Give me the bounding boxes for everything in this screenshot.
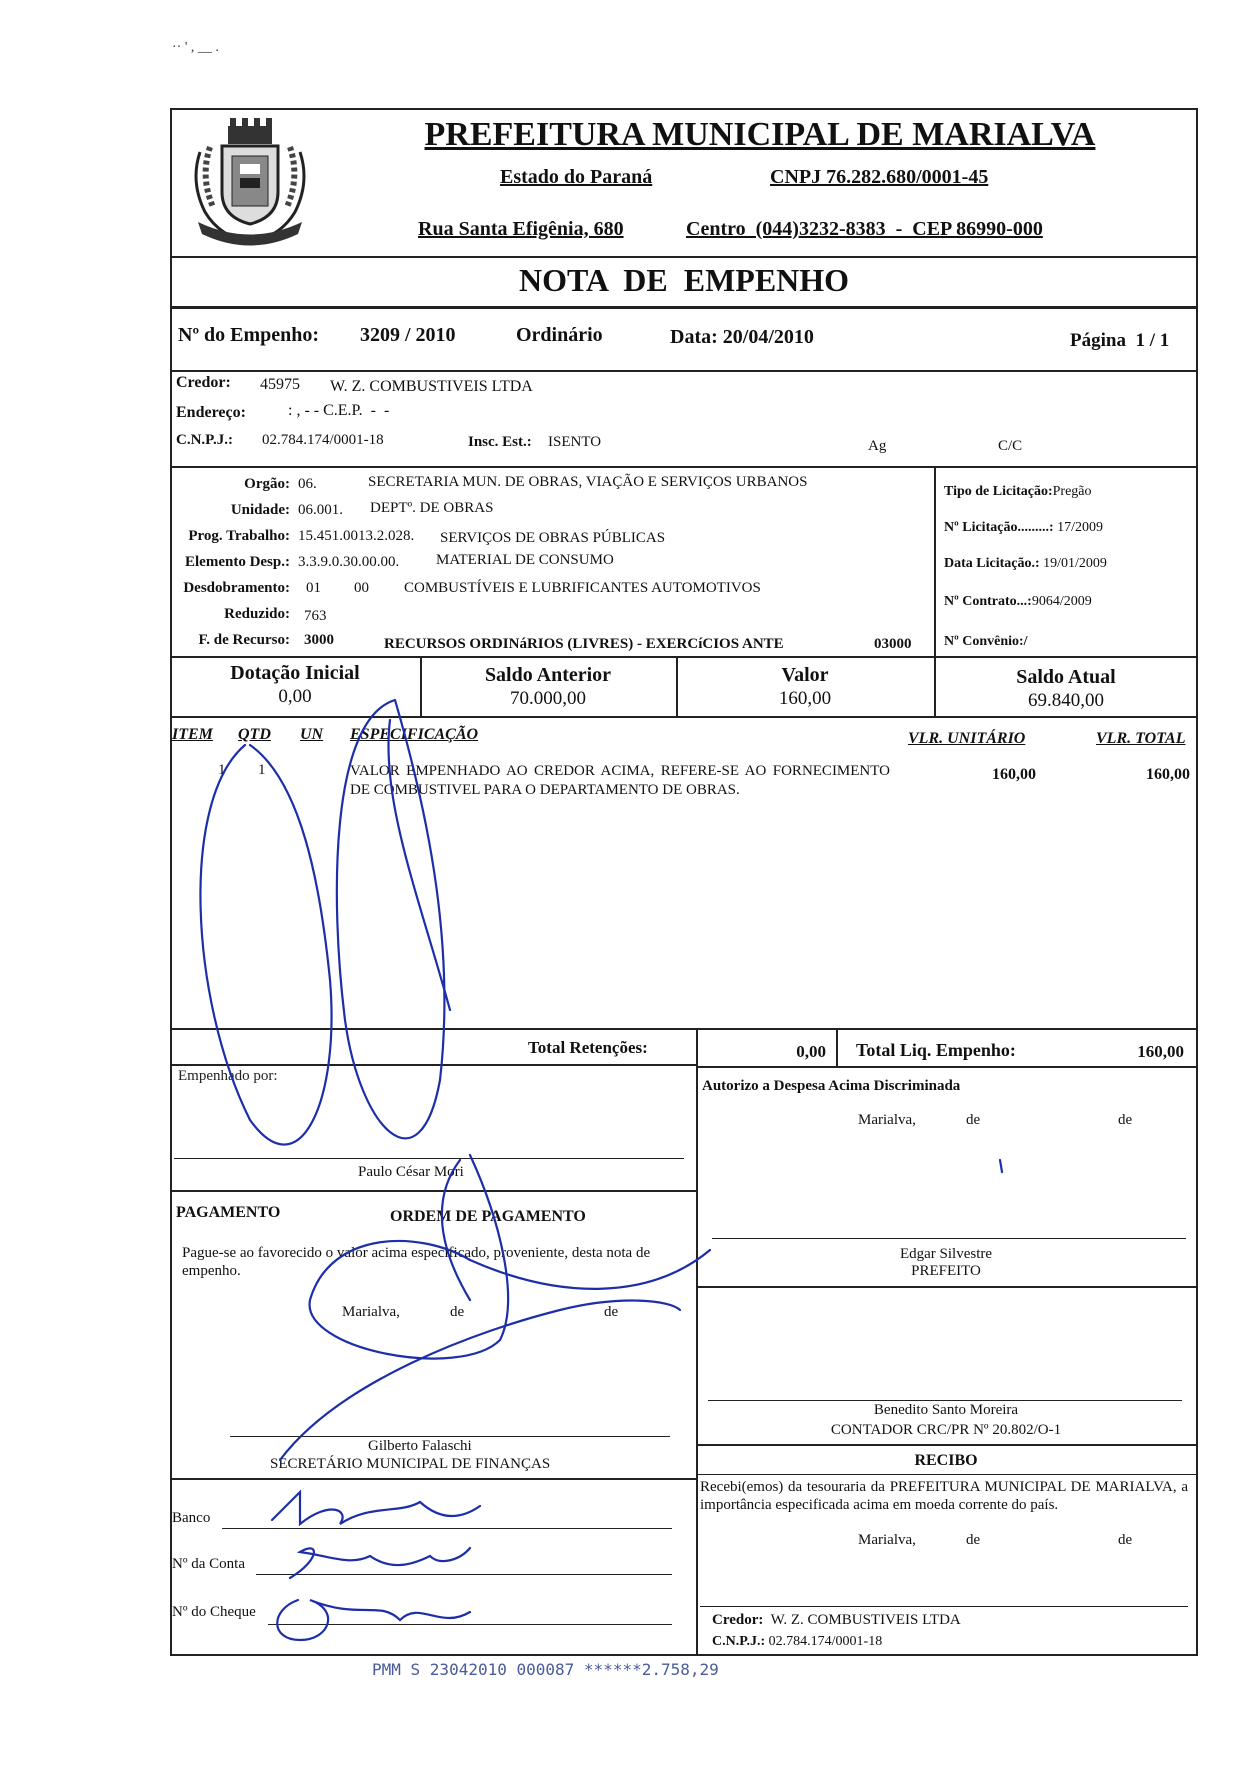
saldo-atual-label: Saldo Atual [1016, 666, 1116, 688]
prog-name: SERVIÇOS DE OBRAS PÚBLICAS [440, 530, 666, 546]
saldo-atual-value: 69.840,00 [1028, 690, 1104, 711]
elemento-label: Elemento Desp.: [185, 554, 290, 570]
elemento-name: MATERIAL DE CONSUMO [436, 552, 614, 568]
contador-role: CONTADOR CRC/PR Nº 20.802/O-1 [830, 1422, 1062, 1438]
signature-line [708, 1400, 1182, 1401]
divider [170, 466, 1198, 468]
document-title: NOTA DE EMPENHO [518, 262, 850, 298]
recurso-label: F. de Recurso: [198, 632, 290, 648]
vlr-total-header: VLR. TOTAL [1096, 730, 1186, 747]
reduzido-value: 763 [304, 608, 327, 624]
cnpj-value: 02.784.174/0001-18 [262, 432, 384, 448]
divider [696, 1286, 1198, 1288]
item-vlr-total: 160,00 [1146, 766, 1190, 783]
divider [696, 1474, 1198, 1475]
prog-label: Prog. Trabalho: [188, 528, 290, 544]
reduzido-label: Reduzido: [224, 606, 290, 622]
divider [170, 1028, 1198, 1030]
recurso-code: 3000 [304, 632, 334, 648]
page-number: Página 1 / 1 [1070, 330, 1170, 351]
unidade-name: DEPTº. DE OBRAS [370, 500, 494, 516]
vlr-unitario-header: VLR. UNITÁRIO [908, 730, 1026, 747]
saldo-anterior-value: 70.000,00 [510, 688, 586, 709]
recibo-cnpj: C.N.P.J.: 02.784.174/0001-18 [712, 1634, 883, 1649]
cnpj-label: C.N.P.J.: [176, 432, 233, 448]
cc-label: C/C [998, 438, 1023, 454]
insc-value: ISENTO [548, 434, 602, 450]
ag-label: Ag [868, 438, 887, 454]
recibo-de-2: de [1118, 1532, 1133, 1548]
contador-name: Benedito Santo Moreira [873, 1402, 1019, 1418]
desdobramento-label: Desdobramento: [183, 580, 290, 596]
item-vlr-unitario: 160,00 [992, 766, 1036, 783]
autorizo-signer-role: PREFEITO [911, 1263, 981, 1279]
divider [170, 656, 1198, 658]
empenho-number-label: Nº do Empenho: [178, 324, 320, 346]
unidade-label: Unidade: [230, 502, 290, 518]
signature-line [700, 1606, 1188, 1607]
autorizo-signer-name: Edgar Silvestre [899, 1246, 993, 1262]
address-value: : , - - C.E.P. - - [288, 402, 390, 419]
pagamento-de-1: de [450, 1304, 465, 1320]
state-label: Estado do Paraná [500, 166, 653, 188]
empenho-number: 3209 / 2010 [360, 324, 456, 346]
desdobramento-code-1: 01 [306, 580, 321, 596]
banco-line [222, 1528, 672, 1529]
divider [170, 370, 1198, 372]
pagamento-de-2: de [604, 1304, 619, 1320]
insc-label: Insc. Est.: [468, 434, 532, 450]
orgao-name: SECRETARIA MUN. DE OBRAS, VIAÇÃO E SERVIÇOS URBANOS [368, 474, 808, 490]
recurso-code-2: 03000 [874, 636, 912, 652]
saldo-anterior-label: Saldo Anterior [484, 664, 612, 686]
divider [696, 1066, 698, 1656]
divider [696, 1028, 698, 1066]
pagamento-text: Pague-se ao favorecido o valor acima especificado, proveniente, desta nota de empenho. [182, 1245, 651, 1279]
page-title: PREFEITURA MUNICIPAL DE MARIALVA [424, 116, 1096, 153]
pagamento-signer-role: SECRETÁRIO MUNICIPAL DE FINANÇAS [270, 1456, 551, 1472]
divider [170, 306, 1198, 309]
dotacao-value: 0,00 [278, 686, 312, 707]
convenio-label: Nº Convênio:/ [944, 634, 1028, 649]
recibo-place: Marialva, [858, 1532, 916, 1548]
empenhado-signer: Paulo César Mori [358, 1164, 464, 1180]
divider [170, 256, 1198, 258]
autorizo-place: Marialva, [858, 1112, 916, 1128]
conta-line [256, 1574, 672, 1575]
cheque-line [268, 1624, 672, 1625]
recurso-name: RECURSOS ORDINáRIOS (LIVRES) - EXERCíCIOS ANTE [384, 636, 784, 652]
credor-code: 45975 [260, 376, 300, 393]
empenhado-label: Empenhado por: [178, 1068, 278, 1084]
ordem-pagamento-label: ORDEM DE PAGAMENTO [390, 1208, 586, 1225]
qtd-header: QTD [238, 726, 271, 743]
empenho-date: Data: 20/04/2010 [670, 326, 814, 348]
signature-line [174, 1158, 684, 1159]
divider [170, 1064, 698, 1066]
desdobramento-name: COMBUSTÍVEIS E LUBRIFICANTES AUTOMOTIVOS [404, 580, 761, 596]
signature-line [230, 1436, 670, 1437]
cheque-label: Nº do Cheque [172, 1604, 256, 1620]
divider [696, 1066, 1198, 1068]
item-especificacao: VALOR EMPENHADO AO CREDOR ACIMA, REFERE-SE AO FORNECIMENTO DE COMBUSTIVEL PARA O DEPARTAMENTO DE OBRAS. [350, 763, 890, 798]
recibo-credor: Credor: W. Z. COMBUSTIVEIS LTDA [712, 1612, 961, 1628]
prog-code: 15.451.0013.2.028. [298, 528, 415, 544]
licitacao-date: Data Licitação.: 19/01/2009 [944, 556, 1107, 571]
total-liquido-label: Total Liq. Empenho: [856, 1040, 1016, 1060]
divider [696, 1444, 1198, 1446]
licitacao-type: Tipo de Licitação:Pregão [944, 484, 1092, 499]
licitacao-number: Nº Licitação.........: 17/2009 [944, 520, 1103, 535]
recibo-title: RECIBO [914, 1452, 978, 1469]
especificacao-header: ESPECIFICAÇÃO [350, 726, 479, 743]
item-qtd: 1 [258, 762, 266, 778]
orgao-label: Orgão: [244, 476, 290, 492]
pagamento-place: Marialva, [342, 1304, 400, 1320]
scan-mark: ·· ' , __ . [172, 40, 219, 55]
unidade-code: 06.001. [298, 502, 343, 518]
conta-label: Nº da Conta [172, 1556, 245, 1572]
banco-label: Banco [172, 1510, 211, 1526]
address-label: Endereço: [176, 404, 246, 421]
empenho-type: Ordinário [516, 324, 603, 346]
autorizo-de-2: de [1118, 1112, 1133, 1128]
orgao-code: 06. [298, 476, 317, 492]
contrato-number: Nº Contrato...:9064/2009 [944, 594, 1092, 609]
divider [170, 716, 1198, 718]
divider [934, 466, 936, 658]
valor-value: 160,00 [778, 688, 832, 709]
pagamento-label: PAGAMENTO [176, 1204, 281, 1221]
elemento-code: 3.3.9.0.30.00.00. [298, 554, 400, 570]
signature-line [712, 1238, 1186, 1239]
total-liquido-value: 160,00 [1137, 1042, 1184, 1061]
processing-stamp: PMM S 23042010 000087 ******2.758,29 [372, 1660, 719, 1679]
municipal-crest-icon [180, 112, 320, 252]
dotacao-label: Dotação Inicial [230, 662, 360, 684]
un-header: UN [300, 726, 324, 743]
desdobramento-code-2: 00 [354, 580, 369, 596]
divider [170, 1190, 698, 1192]
street-label: Rua Santa Efigênia, 680 [418, 218, 624, 240]
autorizo-de-1: de [966, 1112, 981, 1128]
autorizo-label: Autorizo a Despesa Acima Discriminada [702, 1078, 961, 1094]
recibo-text: Recebi(emos) da tesouraria da PREFEITURA MUNICIPAL DE MARIALVA, a importância especificada acima em moeda corrente do país. [700, 1479, 1188, 1513]
item-header: ITEM [172, 726, 213, 743]
cnpj-label: CNPJ 76.282.680/0001-45 [770, 166, 989, 188]
retencoes-label: Total Retenções: [528, 1038, 648, 1057]
divider [836, 1028, 838, 1066]
item-number: 1 [218, 762, 226, 778]
credor-name: W. Z. COMBUSTIVEIS LTDA [330, 378, 533, 395]
pagamento-signer-name: Gilberto Falaschi [368, 1438, 472, 1454]
retencoes-value: 0,00 [796, 1042, 826, 1061]
credor-label: Credor: [176, 374, 231, 391]
valor-label: Valor [781, 664, 829, 686]
recibo-de-1: de [966, 1532, 981, 1548]
divider [170, 1478, 698, 1480]
contact-label: Centro (044)3232-8383 - CEP 86990-000 [686, 218, 1043, 240]
